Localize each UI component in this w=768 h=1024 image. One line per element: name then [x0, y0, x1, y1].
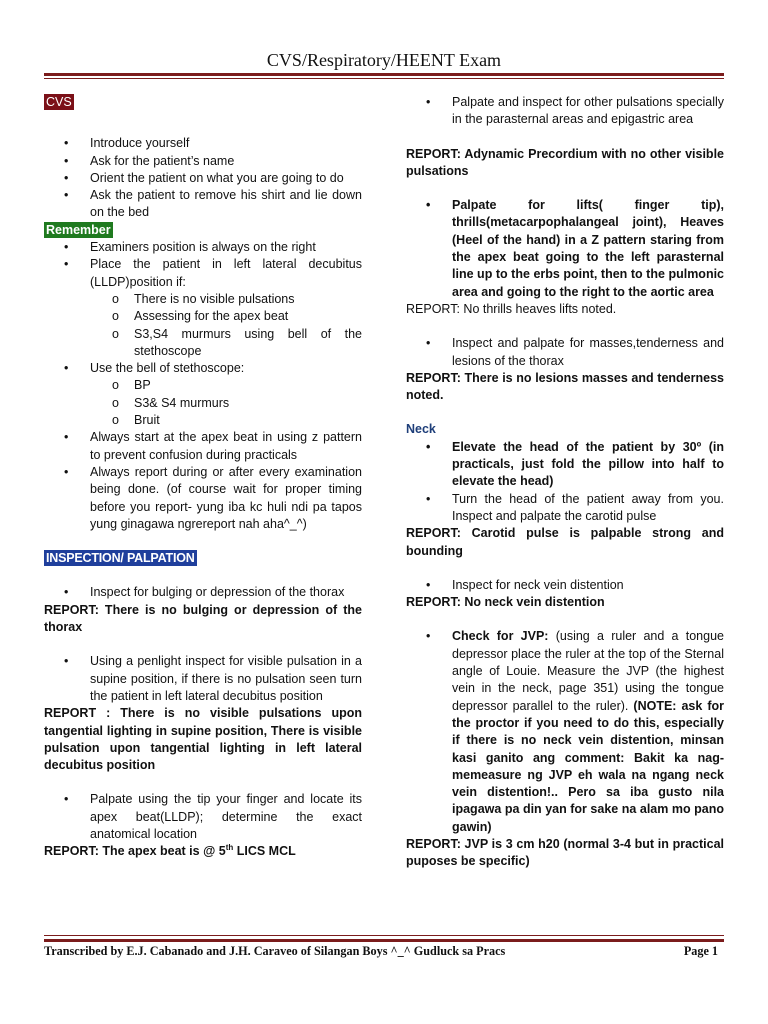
sub-item: o Bruit — [44, 412, 362, 429]
penlight-list — [44, 653, 362, 705]
bell-sublist — [44, 377, 362, 429]
list-item: • Examiners position is always on the right — [44, 239, 362, 256]
cvs-label: CVS — [46, 95, 72, 109]
palpate-lifts-list — [406, 197, 724, 301]
report-thrills: REPORT: No thrills heaves lifts noted. — [406, 301, 617, 316]
list-item: • Always start at the apex beat in using z pattern to prevent confusion during practicals — [44, 429, 362, 464]
list-item: • Turn the head of the patient away from you. Inspect and palpate the carotid pulse — [406, 491, 724, 526]
report-apex: REPORT: The apex beat is @ 5th LICS MCL — [44, 843, 296, 859]
remember-label: Remember — [46, 222, 111, 237]
list-item: • Inspect and palpate for masses,tenderness and lesions of the thorax — [406, 335, 724, 370]
lldp-sublist — [44, 291, 362, 360]
list-item: • Using a penlight inspect for visible pulsation in a supine position, if there is no pulsation seen turn the patient in left lateral decubitus position — [44, 653, 362, 705]
sub-item: o Assessing for the apex beat — [44, 308, 362, 325]
right-column — [406, 94, 724, 871]
list-item: • Ask for the patient’s name — [44, 153, 362, 170]
intro-list — [44, 135, 362, 221]
page-number: Page 1 — [683, 944, 718, 958]
jvp-list — [406, 628, 724, 836]
neck-heading: Neck — [406, 422, 436, 437]
bell-list — [44, 360, 362, 377]
always-list — [44, 429, 362, 533]
palpate-other-list — [406, 94, 724, 129]
neck-vein-list — [406, 577, 724, 594]
report-jvp: REPORT: JVP is 3 cm h20 (normal 3-4 but in practical puposes be specific) — [406, 836, 724, 869]
list-item: • Always report during or after every examination being done. (of course wait for proper timing before you report- yung iba kc huli ndi pa tapos yung ginagawa ngrereport nah aha^_^) — [44, 464, 362, 533]
header-rule-thin — [44, 78, 724, 79]
list-item: • Palpate using the tip your finger and locate its apex beat(LLDP); determine the exact anatomical location — [44, 791, 362, 843]
list-item: • Elevate the head of the patient by 30º (in practicals, just fold the pillow into half to elevate the head) — [406, 439, 724, 491]
report-adynamic: REPORT: Adynamic Precordium with no other visible pulsations — [406, 146, 724, 178]
header-rule-thick — [44, 73, 724, 76]
sub-item: o There is no visible pulsations — [44, 291, 362, 308]
list-item: • Palpate and inspect for other pulsations specially in the parasternal areas and epigastric area — [406, 94, 724, 129]
sub-item: o S3& S4 murmurs — [44, 395, 362, 412]
footer-rule-thin — [44, 935, 724, 936]
report-masses: REPORT: There is no lesions masses and tenderness noted. — [406, 370, 724, 403]
report-bulge: REPORT: There is no bulging or depression of the thorax — [44, 602, 362, 635]
report-neck-vein: REPORT: No neck vein distention — [406, 595, 605, 610]
list-item: • Inspect for neck vein distention — [406, 577, 724, 594]
bulge-list — [44, 584, 362, 601]
sub-item: o S3,S4 murmurs using bell of the stethoscope — [44, 326, 362, 361]
palpate-tip-list — [44, 791, 362, 843]
list-item: • Use the bell of stethoscope: — [44, 360, 362, 377]
left-column — [44, 94, 362, 861]
footer-credits: Transcribed by E.J. Cabanado and J.H. Caraveo of Silangan Boys ^_^ Gudluck sa Pracs — [44, 944, 506, 958]
list-item: • Palpate for lifts( finger tip), thrills(metacarpophalangeal joint), Heaves (Heel of the hand) in a Z pattern staring from the apex beat going to the left parasternal line up to the erbs point, then to the pulmonic area and going to the right to the aortic area — [406, 197, 724, 301]
list-item: • Introduce yourself — [44, 135, 362, 152]
list-item: • Place the patient in left lateral decubitus (LLDP)position if: — [44, 256, 362, 291]
report-penlight: REPORT : There is no visible pulsations upon tangential lighting in supine position, There is visible pulsation upon tangential lighting in left lateral decubitus position — [44, 706, 362, 773]
list-item: • Ask the patient to remove his shirt and lie down on the bed — [44, 187, 362, 222]
remember-list — [44, 239, 362, 291]
neck-list — [406, 439, 724, 525]
inspection-label: INSPECTION/ PALPATION — [46, 551, 195, 566]
report-carotid: REPORT: Carotid pulse is palpable strong and bounding — [406, 526, 724, 558]
list-item: • Inspect for bulging or depression of the thorax — [44, 584, 362, 601]
footer-rule-thick — [44, 939, 724, 942]
masses-list — [406, 335, 724, 370]
list-item: • Check for JVP: (using a ruler and a tongue depressor place the ruler at the top of the Sternal angle of Louie. Measure the JVP (the highest vein in the neck, page 351) using the tongue depressor parallel to the ruler). (NOTE: ask for the proctor if you need to do this, especially if there is no neck vein distention, minsan kasi ganito ang comment: Bakit ka nag-memeasure ng JVP eh wala na ngang neck vein distention!.. Pero sa iba gusto nila ipagawa pa din yan for sake na alam mo pano gawin) — [406, 628, 724, 836]
list-item: • Orient the patient on what you are going to do — [44, 170, 362, 187]
page-title: CVS/Respiratory/HEENT Exam — [266, 50, 502, 70]
sub-item: o BP — [44, 377, 362, 394]
